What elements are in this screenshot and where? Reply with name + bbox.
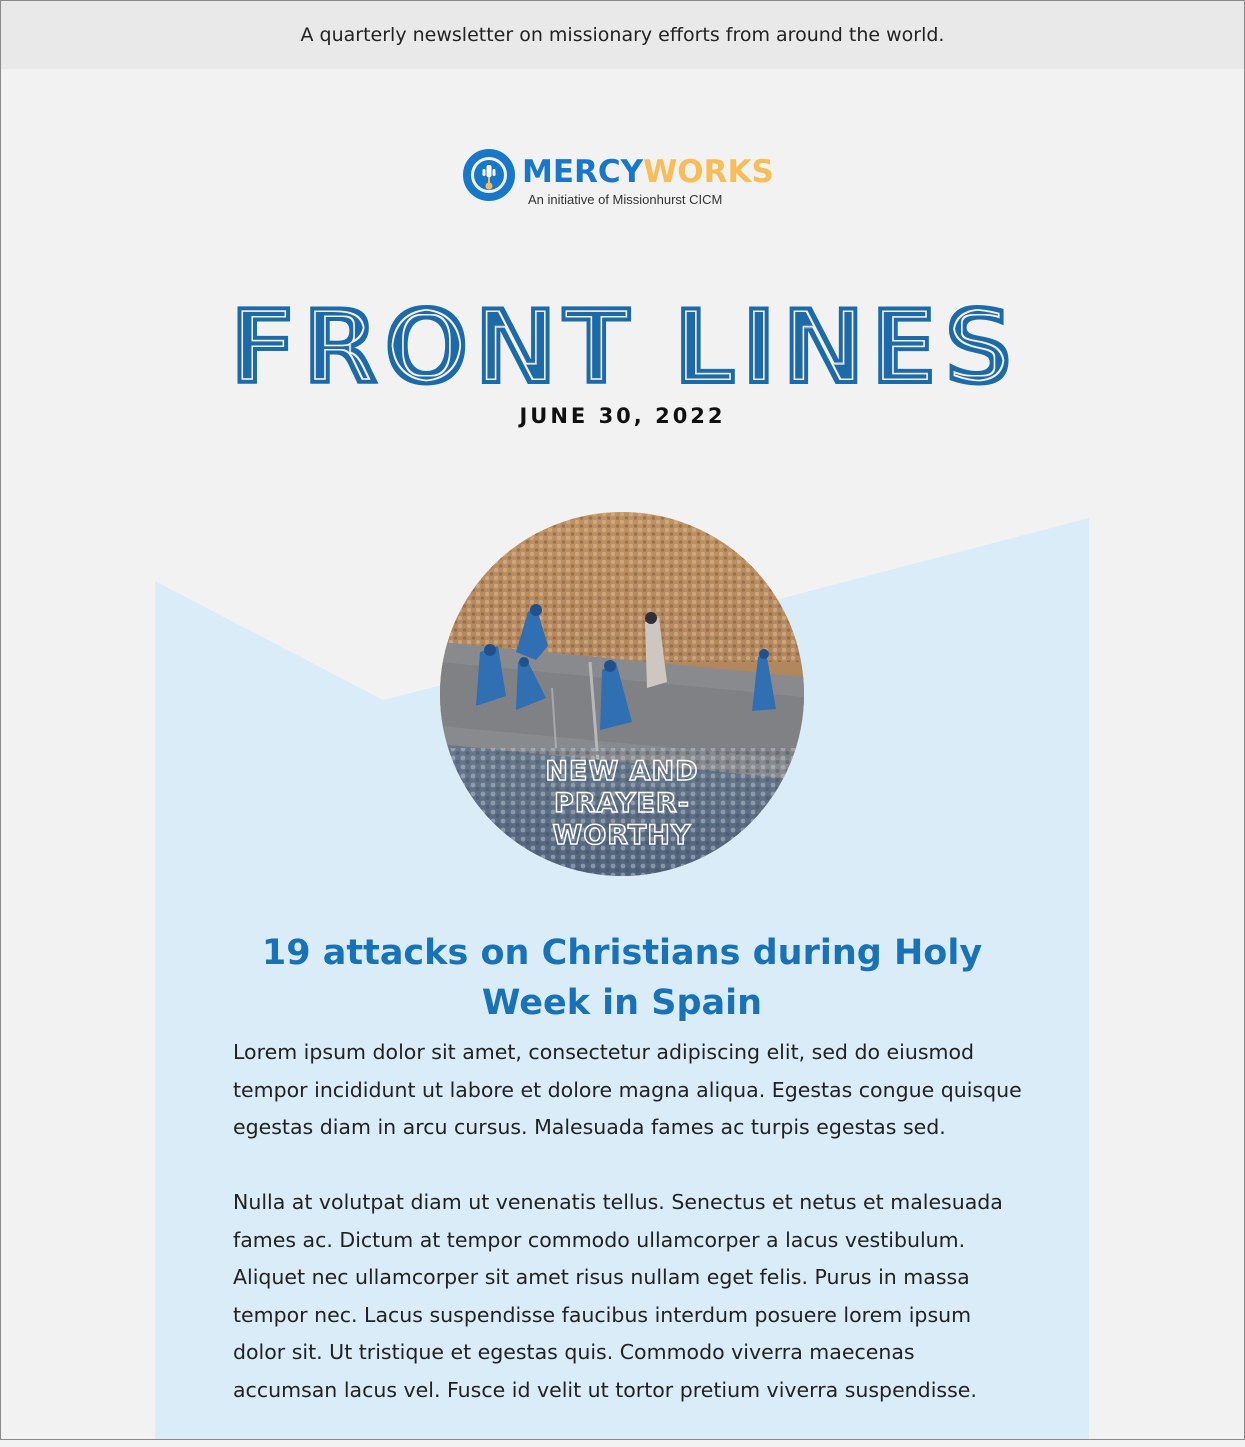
hero-label: [440, 756, 804, 852]
issue-date: JUNE 30, 2022: [519, 404, 726, 428]
preheader-text: A quarterly newsletter on missionary efforts from around the world.: [300, 24, 945, 46]
article-paragraph: Nulla at volutpat diam ut venenatis tellus. Senectus et netus et malesuada fames ac. Dictum at tempor commodo ullamcorper a lacus vestibulum. Aliquet nec ullamcorper sit amet risus nullam eget felis. Purus in massa tempor nec. Lacus suspendisse faucibus interdum posuere lorem ipsum dolor sit. Ut tristique et egestas quis. Commodo viverra maecenas accumsan lacus vel. Fusce id velit ut tortor pretium viverra suspendisse.: [233, 1190, 1003, 1402]
masthead-title: [223, 288, 1023, 392]
masthead: [0, 288, 1245, 392]
article-body: [233, 1034, 1023, 1447]
logo-mercy-text: MERCY: [522, 154, 644, 190]
article-paragraph: Lorem ipsum dolor sit amet, consectetur adipiscing elit, sed do eiusmod tempor incididunt ut labore et dolore magna aliqua. Egestas congue quisque egestas diam in arcu cursus. Malesuada fames ac turpis egestas sed.: [233, 1040, 1022, 1139]
hand-in-circle-icon: [462, 148, 516, 202]
logo-wordmark: [522, 152, 774, 192]
hero-label-line-1: NEW AND: [545, 756, 699, 787]
mercyworks-logo[interactable]: [462, 148, 792, 218]
preheader-bar: [1, 1, 1244, 69]
svg-text:FRONT LINES: FRONT LINES: [227, 288, 1018, 392]
hero-label-line-2: PRAYER-: [554, 788, 690, 819]
logo-tagline: An initiative of Missionhurst CICM: [528, 192, 723, 207]
article-headline[interactable]: 19 attacks on Christians during Holy Week in Spain: [261, 933, 983, 1023]
hero-label-line-3: WORTHY: [552, 820, 692, 851]
feature-hero-image[interactable]: [440, 512, 804, 876]
logo-works-text: WORKS: [643, 154, 774, 190]
